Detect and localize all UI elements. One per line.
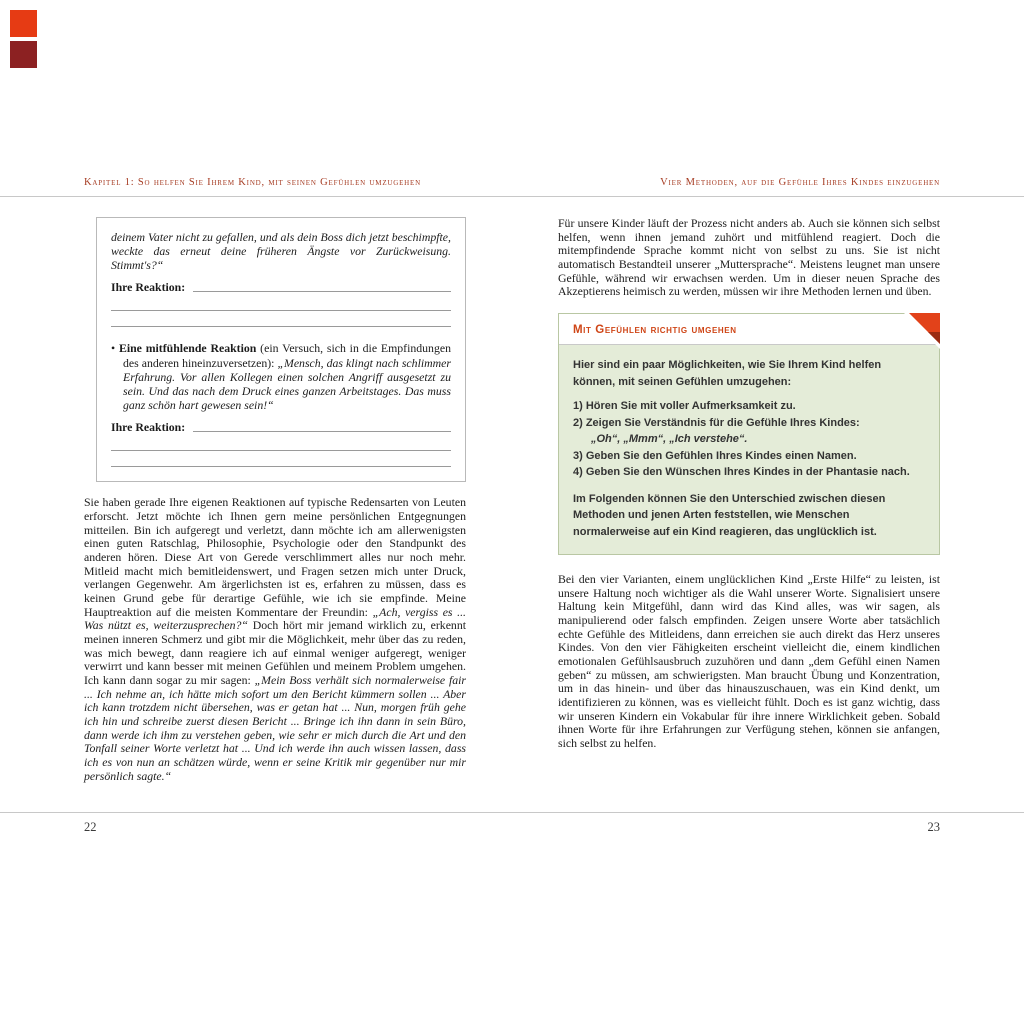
bullet-quote: „Mensch, das klingt nach schlimmer Erfahrung. Vor allen Kollegen einen solchen Angriff ausgesetzt zu sein. Und das nach dem Druck eines ganzen Arbeitstages. Das muss ganz schön hart gewesen sein!“ bbox=[123, 355, 451, 413]
right-body-paragraph: Bei den vier Varianten, einem unglücklichen Kind „Erste Hilfe“ zu leisten, ist unsere Haltung noch wichtiger als die Wahl unserer Worte. Signalisiert unsere Haltung kein Mitgefühl, dann wird das Kind alles, was wir sagen, als manipulierend oder falsch empfinden. Zeigen unsere Worte aber tatsächlich echte Gefühle des Mitleidens, dann erreichen sie auch direkt das Herz unseres Kindes. Von den vier Fähigkeiten erscheint vielleicht die, einem kindlichen emotionalen Gefühlsausbruch zuzuhören und dann „dem Gefühl einen Namen geben“ zu müssen, am schwierigsten. Man braucht Übung und Konzentration, um in das hinein- und über das hinauszuschauen, was ein Kind denkt, um identifizieren zu können, was es vielleicht fühlt. Doch es ist ganz wichtig, dass wir unseren Kindern ein Vokabular für ihre innere Wirklichkeit geben. Sobald ihnen Worte für ihre Erfahrungen zur Verfügung stehen, können sie anfangen, sich selbst zu helfen. bbox=[558, 572, 940, 751]
reaction-label-row-2 bbox=[111, 420, 451, 435]
carried-quote-text: deinem Vater nicht zu gefallen, und als dein Boss dich jetzt beschimpfte, weckte das erneut deine früheren Ängste vor Zurückweisung. Stimmt's?“ bbox=[111, 230, 451, 273]
bullet-lead: Eine mitfühlende Reaktion bbox=[118, 341, 257, 356]
left-running-header: Kapitel 1: So helfen Sie Ihrem Kind, mit seinen Gefühlen umzugehen bbox=[84, 177, 421, 188]
logo-square-red bbox=[10, 10, 37, 37]
left-page-number: 22 bbox=[84, 820, 97, 834]
tip-item-4: 4) Geben Sie den Wünschen Ihres Kindes in der Phantasie nach. bbox=[573, 466, 910, 479]
right-running-header: Vier Methoden, auf die Gefühle Ihres Kindes einzugehen bbox=[660, 177, 940, 188]
logo-square-darkred bbox=[10, 41, 37, 68]
tip-box-header bbox=[559, 314, 939, 345]
right-intro-paragraph: Für unsere Kinder läuft der Prozess nicht anders ab. Auch sie können sich selbst helfen, wenn ihnen jemand zuhört und mitfühlend reagiert. Doch die mitempfindende Sprache kommt nicht von selbst zu uns. Sie ist nicht automatisch Bestandteil unserer „Muttersprache“. Meistens leugnet man unsere Gefühle, während wir erwachsen werden. Um in dieser neuen Sprache des Akzeptierens heimisch zu werden, müssen wir ihre Methoden lernen und üben. bbox=[558, 216, 940, 299]
answer-line bbox=[111, 311, 451, 327]
folded-corner-shadow bbox=[928, 332, 940, 344]
answer-line bbox=[111, 435, 451, 451]
reaction-label: Ihre Reaktion: bbox=[111, 280, 186, 295]
body-text: Doch hört mir jemand wirklich zu, erkennt meinen inneren Schmerz und gibt mir die Möglichkeit, mehr über das zu reden, was mich bewegt, dann reagiere ich auf einmal weniger aufgeregt, weniger verwirrt und kann besser mit meinen Gefühlen und meinem Problem umgehen. Ich kann dann sogar zu mir sagen: bbox=[84, 618, 466, 687]
tip-box-title: Mit Gefühlen richtig umgehen bbox=[573, 324, 737, 337]
tip-box bbox=[558, 313, 940, 555]
left-body-paragraph bbox=[84, 496, 466, 783]
right-page bbox=[558, 217, 940, 783]
answer-line bbox=[111, 295, 451, 311]
reaction-label: Ihre Reaktion: bbox=[111, 420, 186, 435]
reaction-label-row-1 bbox=[111, 280, 451, 295]
footer-rule bbox=[0, 812, 1024, 813]
bullet-explainer: (ein Versuch, sich in die Empfindungen des anderen hineinzuversetzen): bbox=[123, 341, 451, 370]
tip-item-2: 2) Zeigen Sie Verständnis für die Gefühle Ihres Kindes: bbox=[573, 416, 860, 429]
page-numbers bbox=[84, 820, 940, 835]
left-page bbox=[84, 217, 466, 783]
right-page-number: 23 bbox=[927, 820, 940, 834]
tip-box-body bbox=[559, 345, 939, 554]
inline-quote: „Ach, vergiss es ... Was nützt es, weiterzusprechen?“ bbox=[84, 604, 466, 633]
answer-line bbox=[111, 451, 451, 467]
tip-item-3: 3) Geben Sie den Gefühlen Ihres Kindes einen Namen. bbox=[573, 449, 857, 462]
bullet-icon: • bbox=[111, 341, 116, 356]
body-text: Sie haben gerade Ihre eigenen Reaktionen auf typische Redensarten von Leuten erforscht. Jetzt möchte ich Ihnen gern meine persönlichen Entgegnungen mitteilen. Bin ich aufgeregt und verletzt, dann möchte ich am allerwenigsten einen guten Ratschlag, Philosophie, Psychologie oder den Standpunkt des anderen hören. Diese Art von Gerede verschlimmert alles nur noch mehr. Mitleid macht mich bemitleidenswert, und Fragen setzen mich unter Druck, verlangen Gegenwehr. Am ärgerlichsten ist es, erfahren zu müssen, dass es keinen Grund gebe für derartige Gefühle, wie ich sie empfinde. Meine Hauptreaktion auf die meisten Kommentare der Freundin: bbox=[84, 495, 466, 619]
exercise-box bbox=[96, 217, 466, 482]
header-rule bbox=[0, 196, 1024, 197]
page-columns bbox=[84, 217, 940, 783]
tip-outro: Im Folgenden können Sie den Unterschied zwischen diesen Methoden und jenen Arten feststellen, wie Menschen normalerweise auf ein Kind reagieren, das unglücklich ist. bbox=[573, 492, 886, 538]
answer-line bbox=[193, 291, 451, 292]
tip-item-1: 1) Hören Sie mit voller Aufmerksamkeit zu. bbox=[573, 400, 796, 413]
tip-intro: Hier sind ein paar Möglichkeiten, wie Sie Ihrem Kind helfen können, mit seinen Gefühlen umzugehen: bbox=[573, 359, 882, 388]
inline-quote: „Mein Boss verhält sich normalerweise fair ... Ich nehme an, ich hätte mich sofort um den Bericht kümmern sollen ... Aber ich kann trotzdem nicht übersehen, was er getan hat ... Nun, morgen früh gehe ich hin und schreibe zuerst diesen Bericht ... Bringe ich ihn dann in sein Büro, dann werde ich ihm zu verstehen geben, wie sehr er mich durch die Art und den Tonfall seiner Worte verletzt hat ... Und ich werde ihn auch wissen lassen, dass ich es von nun an schätzen würde, wenn er seine Kritik mir gegenüber nur mir persönlich sagte.“ bbox=[84, 672, 466, 783]
running-head bbox=[84, 177, 940, 188]
answer-line bbox=[193, 431, 451, 432]
empathic-reaction-paragraph bbox=[111, 341, 451, 412]
tip-item-2-examples: „Oh“, „Mmm“, „Ich verstehe“. bbox=[591, 433, 748, 446]
